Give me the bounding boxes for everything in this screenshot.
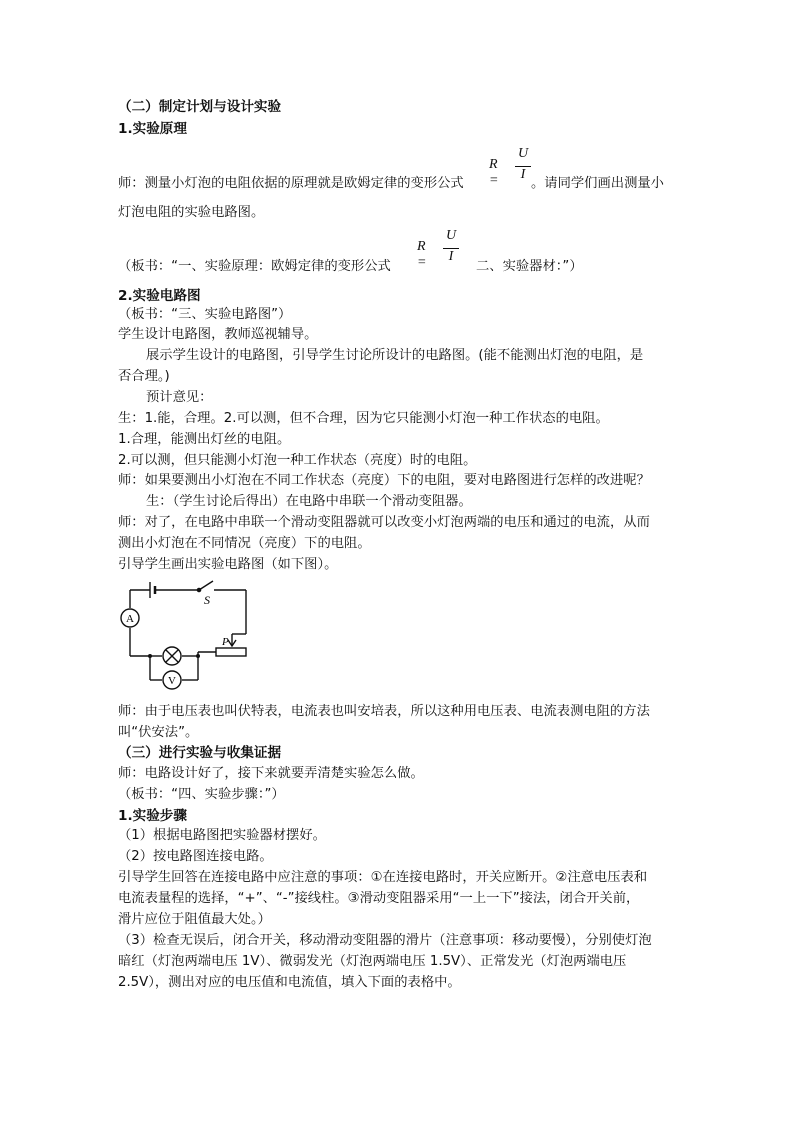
teacher-next: 师：电路设计好了，接下来就要弄清楚实验怎么做。 (118, 766, 424, 781)
attention-2: 电流表量程的选择，“+”、“-”接线柱。③滑动变阻器采用“一上一下”接法，闭合开关前， (118, 891, 640, 906)
board1-after: 二、实验器材：”） (476, 259, 583, 274)
method-line2: 叫“伏安法”。 (118, 725, 199, 740)
student-opinion: 生：1.能，合理。2.可以测，但不合理，因为它只能测小灯泡一种工作状态的电阻。 (118, 411, 609, 426)
opinion-1: 1.合理，能测出灯丝的电阻。 (118, 432, 291, 447)
section3-heading: （三）进行实验与收集证据 (118, 745, 282, 761)
board4: （板书：“四、实验步骤：”） (118, 787, 285, 802)
ammeter-label: A (126, 613, 134, 625)
circuit-diagram (118, 578, 258, 696)
formula-denominator: I (520, 167, 526, 182)
voltmeter-label: V (168, 675, 176, 687)
step-3-line2: 暗红（灯泡两端电压 1V）、微弱发光（灯泡两端电压 1.5V）、正常发光（灯泡两端电压 (118, 954, 627, 969)
circuit-heading: 2.实验电路图 (118, 288, 201, 304)
design-line: 学生设计电路图，教师巡视辅导。 (118, 327, 318, 342)
switch-label: S (204, 593, 210, 607)
junction-right (196, 654, 200, 658)
attention-1: 引导学生回答在连接电路中应注意的事项：①在连接电路时，开关应断开。②注意电压表和 (118, 870, 648, 885)
formula-lhs: R = (417, 239, 427, 270)
show-line2: 否合理。) (118, 369, 170, 384)
formula-denominator: I (448, 249, 454, 264)
rheostat (216, 648, 246, 656)
method-line1: 师：由于电压表也叫伏特表，电流表也叫安培表，所以这种用电压表、电流表测电阻的方法 (118, 704, 650, 719)
teacher-line1: 师：测量小灯泡的电阻依据的原理就是欧姆定律的变形公式 (118, 176, 464, 191)
student-answer: 生：（学生讨论后得出）在电路中串联一个滑动变阻器。 (146, 494, 472, 509)
switch-blade (199, 581, 213, 590)
step-2: （2）按电路图连接电路。 (118, 849, 273, 864)
opinion-2: 2.可以测，但只能测小灯泡一种工作状态（亮度）时的电阻。 (118, 453, 477, 468)
formula-numerator: U (445, 228, 457, 243)
formula-lhs: R = (489, 157, 499, 188)
step-3-line3: 2.5V），测出对应的电压值和电流值，填入下面的表格中。 (118, 975, 461, 990)
teacher-line2: 灯泡电阻的实验电路图。 (118, 205, 265, 220)
principle-heading: 1.实验原理 (118, 121, 187, 137)
slider-label: P (222, 636, 229, 648)
attention-3: 滑片应位于阻值最大处。） (118, 912, 271, 927)
show-line1: 展示学生设计的电路图，引导学生讨论所设计的电路图。(能不能测出灯泡的电阻，是 (146, 348, 644, 363)
teacher-answer-1: 师：对了，在电路中串联一个滑动变阻器就可以改变小灯泡两端的电压和通过的电流，从而 (118, 515, 650, 530)
step-3-line1: （3）检查无误后，闭合开关，移动滑动变阻器的滑片（注意事项：移动要慢），分别使灯泡 (118, 933, 652, 948)
guide-draw: 引导学生画出实验电路图（如下图）。 (118, 557, 338, 572)
section2-heading: （二）制定计划与设计实验 (118, 99, 282, 115)
board1-before: （板书：“一、实验原理：欧姆定律的变形公式 (118, 259, 391, 274)
predict-label: 预计意见： (146, 390, 213, 405)
step-1: （1）根据电路图把实验器材摆好。 (118, 828, 326, 843)
board2: （板书：“三、实验电路图”） (118, 307, 292, 322)
formula-numerator: U (517, 146, 529, 161)
steps-heading: 1.实验步骤 (118, 808, 187, 824)
junction-left (148, 654, 152, 658)
teacher-answer-2: 测出小灯泡在不同情况（亮度）下的电阻。 (118, 536, 371, 551)
teacher-question: 师：如果要测出小灯泡在不同工作状态（亮度）下的电阻，要对电路图进行怎样的改进呢？ (118, 473, 650, 488)
teacher-line1-after: 。请同学们画出测量小 (531, 176, 664, 191)
